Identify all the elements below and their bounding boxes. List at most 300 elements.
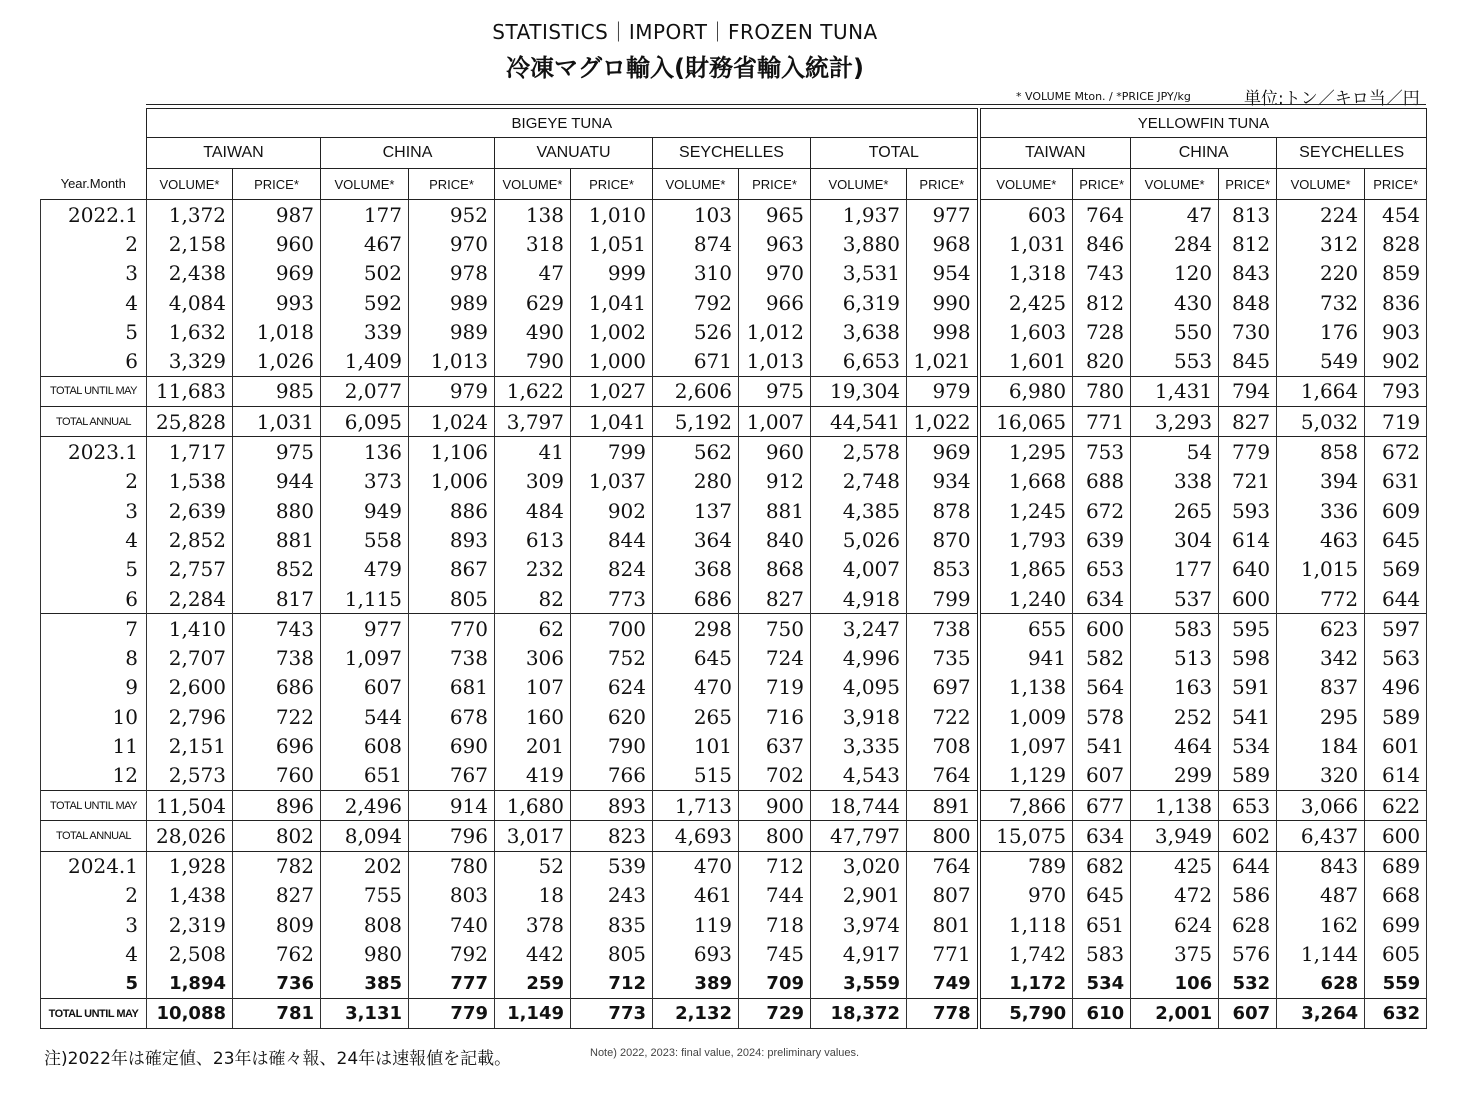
price-cell: 689: [1365, 851, 1427, 881]
volume-cell: 470: [653, 851, 739, 881]
volume-cell: 613: [495, 525, 571, 554]
price-cell: 622: [1365, 790, 1427, 820]
price-cell: 781: [233, 999, 321, 1029]
volume-cell: 3,638: [811, 317, 907, 346]
price-cell: 708: [907, 731, 979, 760]
volume-cell: 5,026: [811, 525, 907, 554]
volume-cell: 119: [653, 910, 739, 939]
price-cell: 852: [233, 555, 321, 584]
price-cell: 914: [409, 790, 495, 820]
volume-cell: 2,284: [147, 584, 233, 614]
price-cell: 534: [1073, 969, 1131, 999]
volume-cell: 177: [321, 200, 409, 230]
row-label: 3: [41, 259, 147, 288]
table-row: [41, 259, 1427, 288]
price-cell: 766: [571, 761, 653, 791]
price-cell: 823: [571, 821, 653, 851]
price-cell: 724: [739, 643, 811, 672]
footnote-en: Note) 2022, 2023: final value, 2024: preliminary values.: [590, 1047, 860, 1059]
price-cell: 740: [409, 910, 495, 939]
row-label: 2: [41, 881, 147, 910]
volume-cell: 224: [1277, 200, 1365, 230]
volume-cell: 941: [979, 643, 1073, 672]
volume-cell: 1,928: [147, 851, 233, 881]
volume-cell: 52: [495, 851, 571, 881]
price-cell: 893: [571, 790, 653, 820]
table-row: [41, 555, 1427, 584]
price-cell: 690: [409, 731, 495, 760]
volume-cell: 306: [495, 643, 571, 672]
price-cell: 998: [907, 317, 979, 346]
volume-cell: 1,097: [979, 731, 1073, 760]
footnote-jp: 注)2022年は確定値、23年は確々報、24年は速報値を記載。: [44, 1049, 512, 1069]
volume-cell: 461: [653, 881, 739, 910]
price-cell: 628: [1219, 910, 1277, 939]
table-row: [41, 851, 1427, 881]
volume-cell: 1,245: [979, 496, 1073, 525]
table-row: [41, 673, 1427, 702]
price-cell: 969: [233, 259, 321, 288]
volume-cell: 549: [1277, 346, 1365, 376]
volume-cell: 389: [653, 969, 739, 999]
volume-cell: 502: [321, 259, 409, 288]
volume-cell: 103: [653, 200, 739, 230]
row-label: 2: [41, 229, 147, 258]
volume-cell: 1,410: [147, 614, 233, 644]
volume-cell: 1,713: [653, 790, 739, 820]
volume-cell: 2,796: [147, 702, 233, 731]
volume-cell: 107: [495, 673, 571, 702]
price-cell: 989: [409, 288, 495, 317]
volume-cell: 790: [495, 346, 571, 376]
price-cell: 770: [409, 614, 495, 644]
volume-cell: 6,980: [979, 376, 1073, 406]
price-cell: 853: [907, 555, 979, 584]
price-cell: 979: [907, 376, 979, 406]
price-cell: 1,007: [739, 407, 811, 437]
price-cell: 764: [907, 851, 979, 881]
price-cell: 677: [1073, 790, 1131, 820]
volume-cell: 4,084: [147, 288, 233, 317]
price-cell: 792: [409, 939, 495, 968]
volume-cell: 10,088: [147, 999, 233, 1029]
price-cell: 601: [1365, 731, 1427, 760]
volume-cell: 603: [979, 200, 1073, 230]
price-cell: 827: [233, 881, 321, 910]
price-cell: 764: [907, 761, 979, 791]
price-cell: 990: [907, 288, 979, 317]
price-cell: 678: [409, 702, 495, 731]
country-header: CHINA: [1131, 138, 1277, 169]
table-row: [41, 496, 1427, 525]
price-cell: 634: [1073, 584, 1131, 614]
volume-cell: 484: [495, 496, 571, 525]
table-row: [41, 643, 1427, 672]
volume-cell: 4,917: [811, 939, 907, 968]
volume-cell: 442: [495, 939, 571, 968]
price-cell: 719: [1365, 407, 1427, 437]
volume-header: VOLUME*: [1277, 169, 1365, 200]
row-label: 3: [41, 910, 147, 939]
price-cell: 824: [571, 555, 653, 584]
price-cell: 564: [1073, 673, 1131, 702]
volume-cell: 3,335: [811, 731, 907, 760]
price-cell: 1,037: [571, 467, 653, 496]
price-cell: 645: [1073, 881, 1131, 910]
price-cell: 999: [571, 259, 653, 288]
volume-cell: 732: [1277, 288, 1365, 317]
price-cell: 624: [571, 673, 653, 702]
row-label: 4: [41, 939, 147, 968]
group-header-yellowfin: YELLOWFIN TUNA: [979, 109, 1427, 138]
volume-cell: 4,693: [653, 821, 739, 851]
volume-cell: 368: [653, 555, 739, 584]
price-header: PRICE*: [409, 169, 495, 200]
volume-cell: 2,757: [147, 555, 233, 584]
volume-cell: 2,077: [321, 376, 409, 406]
page-title-jp: 冷凍マグロ輸入(財務省輸入統計): [506, 54, 864, 82]
volume-cell: 772: [1277, 584, 1365, 614]
price-cell: 1,026: [233, 346, 321, 376]
row-label: TOTAL UNTIL MAY: [41, 999, 147, 1029]
price-cell: 712: [739, 851, 811, 881]
volume-cell: 339: [321, 317, 409, 346]
price-cell: 827: [1219, 407, 1277, 437]
volume-cell: 2,606: [653, 376, 739, 406]
volume-cell: 82: [495, 584, 571, 614]
price-cell: 969: [907, 437, 979, 467]
volume-cell: 138: [495, 200, 571, 230]
table-row: [41, 200, 1427, 230]
volume-cell: 808: [321, 910, 409, 939]
volume-cell: 15,075: [979, 821, 1073, 851]
volume-cell: 1,664: [1277, 376, 1365, 406]
volume-cell: 3,880: [811, 229, 907, 258]
price-cell: 846: [1073, 229, 1131, 258]
price-cell: 614: [1219, 525, 1277, 554]
table-row: [41, 437, 1427, 467]
volume-cell: 137: [653, 496, 739, 525]
price-cell: 778: [907, 999, 979, 1029]
volume-cell: 304: [1131, 525, 1219, 554]
price-cell: 1,010: [571, 200, 653, 230]
price-cell: 975: [233, 437, 321, 467]
volume-cell: 651: [321, 761, 409, 791]
price-cell: 586: [1219, 881, 1277, 910]
price-cell: 812: [1219, 229, 1277, 258]
volume-cell: 2,707: [147, 643, 233, 672]
volume-cell: 1,318: [979, 259, 1073, 288]
total-row: [41, 999, 1427, 1029]
unit-note-jp: 単位:トン／キロ当／円: [1244, 89, 1420, 109]
price-cell: 812: [1073, 288, 1131, 317]
price-cell: 644: [1365, 584, 1427, 614]
volume-cell: 3,293: [1131, 407, 1219, 437]
price-cell: 578: [1073, 702, 1131, 731]
volume-cell: 467: [321, 229, 409, 258]
volume-cell: 487: [1277, 881, 1365, 910]
volume-cell: 1,138: [979, 673, 1073, 702]
volume-cell: 3,247: [811, 614, 907, 644]
price-cell: 653: [1073, 555, 1131, 584]
volume-cell: 472: [1131, 881, 1219, 910]
volume-cell: 1,149: [495, 999, 571, 1029]
volume-cell: 1,632: [147, 317, 233, 346]
volume-header: VOLUME*: [1131, 169, 1219, 200]
price-cell: 799: [571, 437, 653, 467]
volume-cell: 608: [321, 731, 409, 760]
table-body: [41, 200, 1427, 1029]
volume-cell: 623: [1277, 614, 1365, 644]
volume-cell: 1,603: [979, 317, 1073, 346]
price-cell: 985: [233, 376, 321, 406]
table-row: [41, 969, 1427, 999]
table-row: [41, 910, 1427, 939]
price-cell: 668: [1365, 881, 1427, 910]
price-cell: 672: [1365, 437, 1427, 467]
price-cell: 600: [1365, 821, 1427, 851]
price-cell: 541: [1219, 702, 1277, 731]
volume-cell: 3,797: [495, 407, 571, 437]
price-cell: 902: [1365, 346, 1427, 376]
price-cell: 1,006: [409, 467, 495, 496]
table-row: [41, 761, 1427, 791]
volume-cell: 1,372: [147, 200, 233, 230]
price-cell: 952: [409, 200, 495, 230]
price-cell: 605: [1365, 939, 1427, 968]
price-cell: 881: [233, 525, 321, 554]
volume-cell: 1,538: [147, 467, 233, 496]
volume-cell: 62: [495, 614, 571, 644]
volume-cell: 177: [1131, 555, 1219, 584]
table-row: [41, 939, 1427, 968]
price-cell: 595: [1219, 614, 1277, 644]
price-cell: 968: [907, 229, 979, 258]
import-statistics-table: [40, 108, 1427, 1029]
price-cell: 716: [739, 702, 811, 731]
volume-cell: 2,438: [147, 259, 233, 288]
price-cell: 738: [233, 643, 321, 672]
price-cell: 807: [907, 881, 979, 910]
volume-cell: 1,015: [1277, 555, 1365, 584]
price-cell: 598: [1219, 643, 1277, 672]
price-cell: 243: [571, 881, 653, 910]
price-cell: 672: [1073, 496, 1131, 525]
table-row: [41, 584, 1427, 614]
price-cell: 1,024: [409, 407, 495, 437]
price-cell: 779: [409, 999, 495, 1029]
price-cell: 539: [571, 851, 653, 881]
volume-cell: 2,001: [1131, 999, 1219, 1029]
volume-cell: 1,118: [979, 910, 1073, 939]
volume-cell: 874: [653, 229, 739, 258]
price-cell: 631: [1365, 467, 1427, 496]
price-cell: 607: [1219, 999, 1277, 1029]
price-cell: 532: [1219, 969, 1277, 999]
volume-cell: 320: [1277, 761, 1365, 791]
price-cell: 752: [571, 643, 653, 672]
price-cell: 987: [233, 200, 321, 230]
volume-header: VOLUME*: [147, 169, 233, 200]
price-cell: 859: [1365, 259, 1427, 288]
volume-cell: 2,901: [811, 881, 907, 910]
volume-cell: 101: [653, 731, 739, 760]
volume-cell: 562: [653, 437, 739, 467]
volume-cell: 858: [1277, 437, 1365, 467]
volume-cell: 629: [495, 288, 571, 317]
volume-cell: 259: [495, 969, 571, 999]
price-cell: 803: [409, 881, 495, 910]
row-label: TOTAL ANNUAL: [41, 821, 147, 851]
volume-cell: 3,017: [495, 821, 571, 851]
country-header: TOTAL: [811, 138, 979, 169]
price-cell: 762: [233, 939, 321, 968]
row-label: 3: [41, 496, 147, 525]
row-label: 12: [41, 761, 147, 791]
price-cell: 800: [739, 821, 811, 851]
volume-cell: 1,031: [979, 229, 1073, 258]
volume-cell: 3,066: [1277, 790, 1365, 820]
volume-cell: 232: [495, 555, 571, 584]
country-header: CHINA: [321, 138, 495, 169]
volume-cell: 336: [1277, 496, 1365, 525]
price-cell: 602: [1219, 821, 1277, 851]
volume-cell: 18,744: [811, 790, 907, 820]
volume-cell: 583: [1131, 614, 1219, 644]
price-cell: 963: [739, 229, 811, 258]
volume-cell: 645: [653, 643, 739, 672]
volume-cell: 1,097: [321, 643, 409, 672]
price-cell: 583: [1073, 939, 1131, 968]
corner-blank: [41, 138, 147, 169]
price-cell: 1,002: [571, 317, 653, 346]
price-cell: 777: [409, 969, 495, 999]
volume-cell: 44,541: [811, 407, 907, 437]
price-cell: 771: [1073, 407, 1131, 437]
volume-cell: 624: [1131, 910, 1219, 939]
price-cell: 799: [907, 584, 979, 614]
volume-cell: 2,496: [321, 790, 409, 820]
row-label: 8: [41, 643, 147, 672]
price-header: PRICE*: [1219, 169, 1277, 200]
volume-cell: 3,264: [1277, 999, 1365, 1029]
price-cell: 794: [1219, 376, 1277, 406]
volume-cell: 419: [495, 761, 571, 791]
price-cell: 896: [233, 790, 321, 820]
price-cell: 697: [907, 673, 979, 702]
volume-cell: 6,437: [1277, 821, 1365, 851]
volume-cell: 11,683: [147, 376, 233, 406]
volume-cell: 1,138: [1131, 790, 1219, 820]
volume-cell: 628: [1277, 969, 1365, 999]
table-row: [41, 881, 1427, 910]
price-cell: 682: [1073, 851, 1131, 881]
price-cell: 728: [1073, 317, 1131, 346]
price-cell: 736: [233, 969, 321, 999]
volume-cell: 4,095: [811, 673, 907, 702]
price-cell: 645: [1365, 525, 1427, 554]
volume-cell: 106: [1131, 969, 1219, 999]
volume-cell: 655: [979, 614, 1073, 644]
volume-cell: 312: [1277, 229, 1365, 258]
table-row: [41, 702, 1427, 731]
row-label: 9: [41, 673, 147, 702]
volume-cell: 949: [321, 496, 409, 525]
price-cell: 600: [1219, 584, 1277, 614]
total-row: [41, 821, 1427, 851]
volume-cell: 28,026: [147, 821, 233, 851]
price-cell: 800: [907, 821, 979, 851]
volume-cell: 526: [653, 317, 739, 346]
volume-cell: 120: [1131, 259, 1219, 288]
price-cell: 496: [1365, 673, 1427, 702]
country-header: SEYCHELLES: [653, 138, 811, 169]
price-cell: 767: [409, 761, 495, 791]
price-cell: 836: [1365, 288, 1427, 317]
volume-cell: 184: [1277, 731, 1365, 760]
volume-cell: 4,996: [811, 643, 907, 672]
price-header: PRICE*: [571, 169, 653, 200]
volume-cell: 1,865: [979, 555, 1073, 584]
volume-cell: 16,065: [979, 407, 1073, 437]
volume-cell: 11,504: [147, 790, 233, 820]
table-row: [41, 525, 1427, 554]
volume-cell: 5,032: [1277, 407, 1365, 437]
volume-cell: 25,828: [147, 407, 233, 437]
price-cell: 1,106: [409, 437, 495, 467]
price-cell: 1,022: [907, 407, 979, 437]
volume-cell: 607: [321, 673, 409, 702]
price-cell: 828: [1365, 229, 1427, 258]
price-cell: 559: [1365, 969, 1427, 999]
price-cell: 903: [1365, 317, 1427, 346]
volume-cell: 843: [1277, 851, 1365, 881]
volume-header: VOLUME*: [653, 169, 739, 200]
price-cell: 718: [739, 910, 811, 939]
volume-cell: 464: [1131, 731, 1219, 760]
volume-cell: 1,668: [979, 467, 1073, 496]
price-cell: 881: [739, 496, 811, 525]
price-cell: 820: [1073, 346, 1131, 376]
volume-cell: 6,095: [321, 407, 409, 437]
volume-cell: 470: [653, 673, 739, 702]
table-row: [41, 614, 1427, 644]
price-cell: 782: [233, 851, 321, 881]
price-cell: 1,041: [571, 288, 653, 317]
volume-header: VOLUME*: [321, 169, 409, 200]
price-cell: 840: [739, 525, 811, 554]
price-cell: 582: [1073, 643, 1131, 672]
volume-cell: 310: [653, 259, 739, 288]
volume-cell: 544: [321, 702, 409, 731]
unit-note: * VOLUME Mton. / *PRICE JPY/kg: [1016, 90, 1191, 103]
volume-cell: 299: [1131, 761, 1219, 791]
price-cell: 1,021: [907, 346, 979, 376]
country-header: TAIWAN: [979, 138, 1131, 169]
row-label: 2: [41, 467, 147, 496]
price-cell: 893: [409, 525, 495, 554]
row-label: 4: [41, 288, 147, 317]
price-cell: 809: [233, 910, 321, 939]
volume-cell: 1,144: [1277, 939, 1365, 968]
volume-cell: 513: [1131, 643, 1219, 672]
price-cell: 977: [907, 200, 979, 230]
price-cell: 632: [1365, 999, 1427, 1029]
volume-cell: 2,158: [147, 229, 233, 258]
total-row: [41, 790, 1427, 820]
volume-cell: 1,115: [321, 584, 409, 614]
volume-cell: 2,639: [147, 496, 233, 525]
